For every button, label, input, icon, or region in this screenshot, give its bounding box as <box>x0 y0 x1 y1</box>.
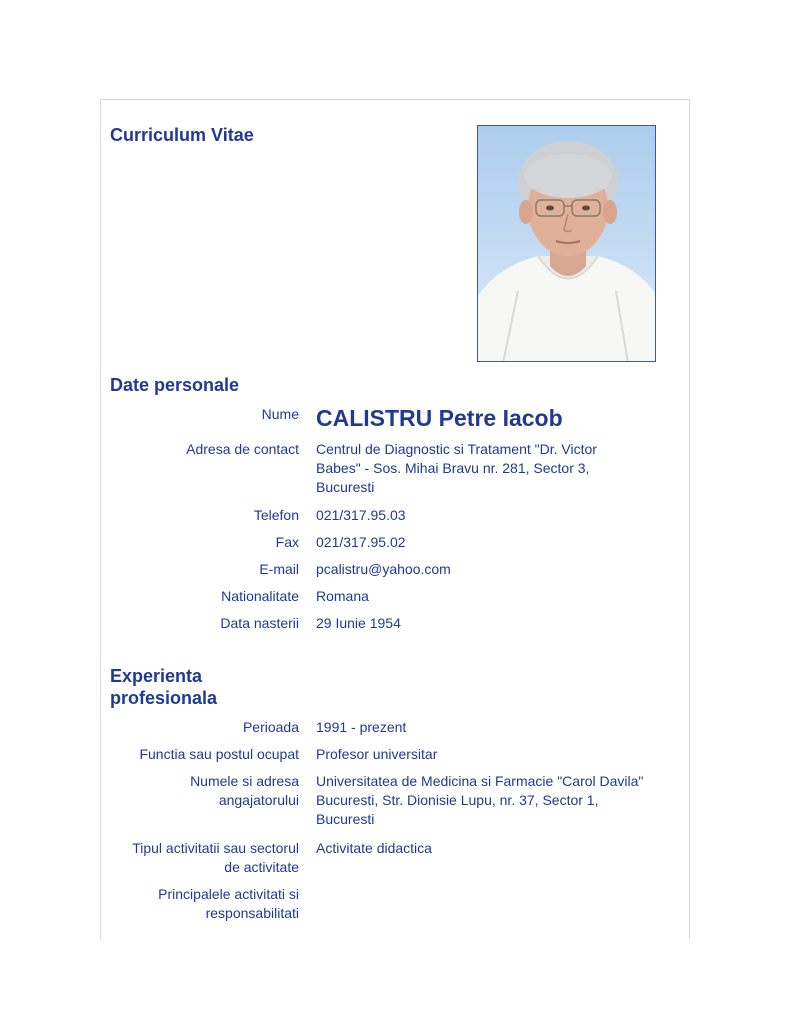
position-label: Functia sau postul ocupat <box>139 746 299 762</box>
personal-data-heading: Date personale <box>110 375 240 395</box>
name-label: Nume <box>261 406 299 422</box>
fax-value: 021/317.95.02 <box>316 534 406 550</box>
address-line-1: Centrul de Diagnostic si Tratament "Dr. Victor <box>316 441 597 457</box>
person-name: CALISTRU Petre Iacob <box>316 405 563 431</box>
profile-photo <box>477 125 656 362</box>
nationality-label: Nationalitate <box>221 588 299 604</box>
employer-line-1: Universitatea de Medicina si Farmacie "Carol Davila" <box>316 773 644 789</box>
email-link[interactable]: pcalistru@yahoo.com <box>316 561 451 577</box>
page-title: Curriculum Vitae <box>110 125 254 145</box>
activity-type-label-line-1: Tipul activitatii sau sectorul <box>132 840 299 856</box>
email-label: E-mail <box>259 561 299 577</box>
employer-label-line-2: angajatorului <box>218 792 299 808</box>
period-value: 1991 - prezent <box>316 719 407 735</box>
fax-label: Fax <box>275 534 299 550</box>
period-label: Perioada <box>242 719 299 735</box>
phone-value: 021/317.95.03 <box>316 507 406 523</box>
birth-date-label: Data nasterii <box>220 615 299 631</box>
employer-label-line-1: Numele si adresa <box>190 773 299 789</box>
birth-date-value: 29 Iunie 1954 <box>316 615 401 631</box>
employer-line-2: Bucuresti, Str. Dionisie Lupu, nr. 37, Sector 1, <box>316 792 599 808</box>
address-line-2: Babes" - Sos. Mihai Bravu nr. 281, Sector 3, <box>316 460 590 476</box>
employer-line-3: Bucuresti <box>316 811 375 827</box>
experience-heading-line-2: profesionala <box>110 688 218 708</box>
activity-type-value: Activitate didactica <box>316 840 432 856</box>
main-activities-label-line-1: Principalele activitati si <box>158 886 299 902</box>
activity-type-label-line-2: de activitate <box>224 859 299 875</box>
portrait-image <box>478 126 656 362</box>
nationality-value: Romana <box>316 588 369 604</box>
phone-label: Telefon <box>253 507 299 523</box>
position-value: Profesor universitar <box>316 746 438 762</box>
main-activities-label-line-2: responsabilitati <box>205 905 299 921</box>
address-line-3: Bucuresti <box>316 479 375 495</box>
experience-heading-line-1: Experienta <box>110 666 203 686</box>
address-label: Adresa de contact <box>186 441 299 457</box>
